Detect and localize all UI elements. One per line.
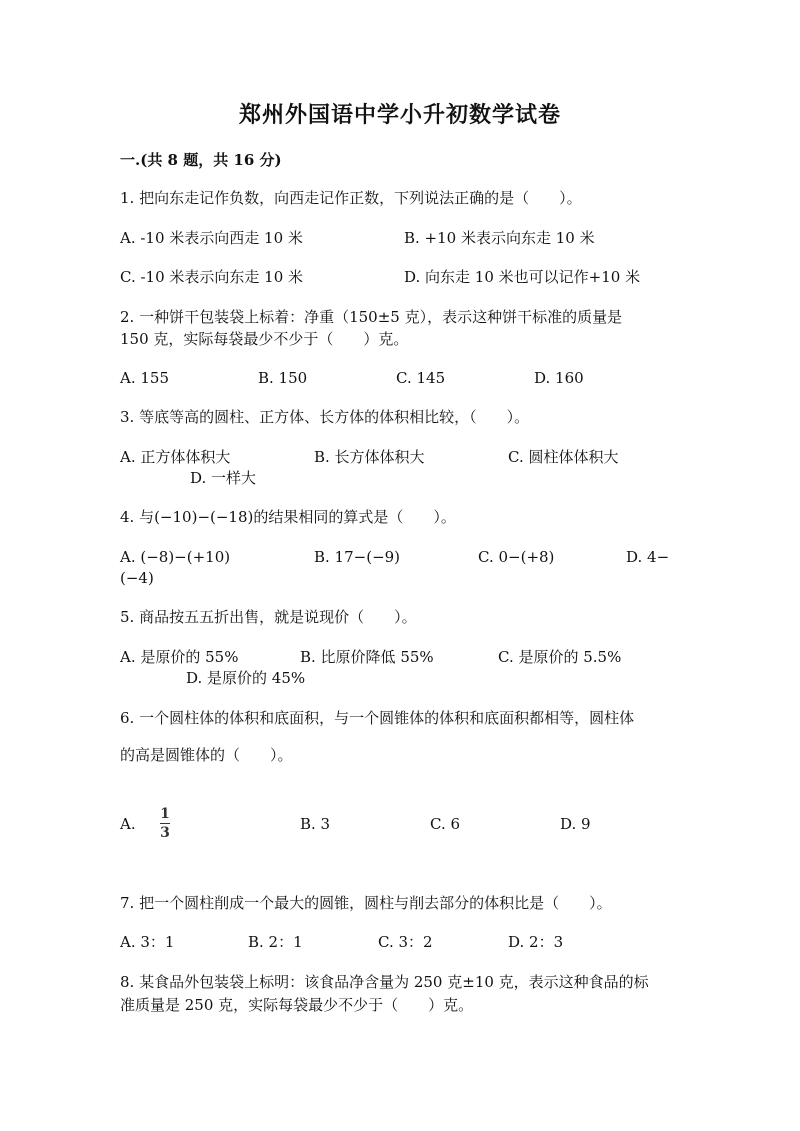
- question-4-option-d-continued: (−4): [120, 569, 154, 587]
- question-8-stem-line2: 准质量是 250 克，实际每袋最少不少于（ ）克。: [120, 996, 474, 1014]
- question-3-option-b: B. 长方体体积大: [314, 448, 425, 466]
- question-4-option-d: D. 4−: [626, 548, 670, 566]
- question-7-option-d: D. 2：3: [508, 933, 564, 951]
- question-3-option-a: A. 正方体体积大: [120, 448, 231, 466]
- question-5-stem: 5. 商品按五五折出售，就是说现价（ ）。: [120, 608, 417, 626]
- question-4-option-a: A. (−8)−(+10): [120, 548, 231, 566]
- question-5-option-d: D. 是原价的 45%: [186, 669, 306, 687]
- question-1-option-d: D. 向东走 10 米也可以记作+10 米: [404, 268, 641, 286]
- question-7-option-c: C. 3：2: [378, 933, 433, 951]
- question-4-option-c: C. 0−(+8): [478, 548, 555, 566]
- question-5-option-c: C. 是原价的 5.5%: [498, 648, 622, 666]
- question-3-option-c: C. 圆柱体体积大: [508, 448, 619, 466]
- question-7-option-a: A. 3：1: [120, 933, 175, 951]
- page-title: 郑州外国语中学小升初数学试卷: [238, 102, 561, 128]
- question-3-option-d: D. 一样大: [190, 469, 257, 487]
- question-4-stem: 4. 与(−10)−(−18)的结果相同的算式是（ ）。: [120, 508, 456, 526]
- question-2-option-a: A. 155: [120, 369, 169, 387]
- question-2-option-d: D. 160: [534, 369, 584, 387]
- question-2-stem-line2: 150 克，实际每袋最少不少于（ ）克。: [120, 330, 409, 348]
- question-7-option-b: B. 2：1: [248, 933, 303, 951]
- question-7-stem: 7. 把一个圆柱削成一个最大的圆锥，圆柱与削去部分的体积比是（ ）。: [120, 894, 612, 912]
- question-6-option-c: C. 6: [430, 815, 461, 833]
- question-6-stem-line1: 6. 一个圆柱体的体积和底面积，与一个圆锥体的体积和底面积都相等，圆柱体: [120, 709, 635, 727]
- fraction-denominator: 3: [160, 825, 170, 841]
- question-1-option-a: A. -10 米表示向西走 10 米: [120, 229, 303, 247]
- fraction-bar: [160, 823, 170, 824]
- question-2-stem-line1: 2. 一种饼干包装袋上标着：净重（150±5 克），表示这种饼干标准的质量是: [120, 308, 623, 326]
- question-5-option-a: A. 是原价的 55%: [120, 648, 239, 666]
- question-3-stem: 3. 等底等高的圆柱、正方体、长方体的体积相比较，（ ）。: [120, 408, 530, 426]
- question-1-option-b: B. +10 米表示向东走 10 米: [404, 229, 595, 247]
- question-6-option-b: B. 3: [300, 815, 331, 833]
- fraction-numerator: 1: [160, 806, 170, 822]
- question-6-option-a: A.: [120, 815, 136, 833]
- question-6-fraction: [160, 807, 170, 840]
- question-1-option-c: C. -10 米表示向东走 10 米: [120, 268, 304, 286]
- section-heading: 一.(共 8 题，共 16 分): [120, 151, 282, 169]
- question-2-option-b: B. 150: [258, 369, 308, 387]
- question-5-option-b: B. 比原价降低 55%: [300, 648, 434, 666]
- question-8-stem-line1: 8. 某食品外包装袋上标明：该食品净含量为 250 克±10 克，表示这种食品的标: [120, 973, 649, 991]
- question-1-stem: 1. 把向东走记作负数，向西走记作正数，下列说法正确的是（ ）。: [120, 189, 582, 207]
- question-2-option-c: C. 145: [396, 369, 446, 387]
- question-6-stem-line2: 的高是圆锥体的（ ）。: [120, 746, 293, 764]
- question-4-option-b: B. 17−(−9): [314, 548, 401, 566]
- question-6-option-d: D. 9: [560, 815, 591, 833]
